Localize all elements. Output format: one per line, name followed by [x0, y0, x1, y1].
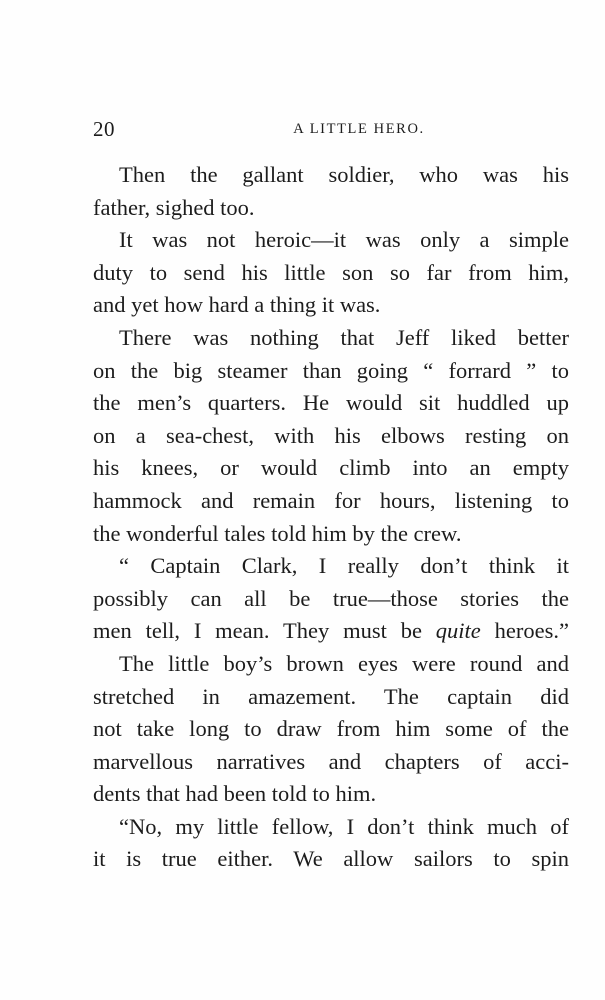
page-number: 20: [93, 117, 115, 141]
text-line: on a sea-chest, with his elbows resting on: [93, 422, 569, 448]
text-line: “No, my little fellow, I don’t think much of: [119, 813, 569, 839]
page-header: [93, 117, 569, 143]
text-line: his knees, or would climb into an empty: [93, 455, 569, 481]
text-line: on the big steamer than going “ forrard ” to: [93, 357, 569, 383]
text-line: the wonderful tales told him by the crew.: [93, 520, 462, 546]
text-run: men tell, I mean. They must be: [93, 618, 436, 644]
text-line: Then the gallant soldier, who was his: [119, 162, 569, 187]
body-text: [93, 159, 569, 876]
text-line: The little boy’s brown eyes were round and: [119, 650, 569, 676]
text-line: possibly can all be true—those stories the: [93, 585, 569, 611]
text-line: and yet how hard a thing it was.: [93, 292, 381, 318]
paragraph: [93, 550, 569, 648]
italic-word: quite: [435, 618, 481, 644]
text-line: the men’s quarters. He would sit huddled up: [93, 390, 569, 416]
text-line: not take long to draw from him some of the: [93, 716, 569, 742]
paragraph: [93, 322, 569, 550]
text-line: dents that had been told to him.: [93, 781, 377, 807]
text-line: father, sighed too.: [93, 194, 255, 220]
text-line: hammock and remain for hours, listening to: [93, 487, 569, 513]
paragraph: [93, 648, 569, 811]
text-line: [93, 615, 569, 648]
text-line: “ Captain Clark, I really don’t think it: [119, 553, 569, 579]
paragraph: [93, 811, 569, 876]
text-line: duty to send his little son so far from him,: [93, 259, 569, 285]
text-line: It was not heroic—it was only a simple: [119, 227, 569, 253]
text-line: stretched in amazement. The captain did: [93, 683, 569, 709]
text-line: marvellous narratives and chapters of acci-: [93, 748, 569, 774]
text-line: it is true either. We allow sailors to spin: [93, 846, 569, 872]
text-run: heroes.”: [480, 618, 569, 644]
paragraph: [93, 159, 569, 224]
running-title: A LITTLE HERO.: [293, 121, 425, 137]
text-line: There was nothing that Jeff liked better: [119, 324, 569, 350]
paragraph: [93, 224, 569, 322]
